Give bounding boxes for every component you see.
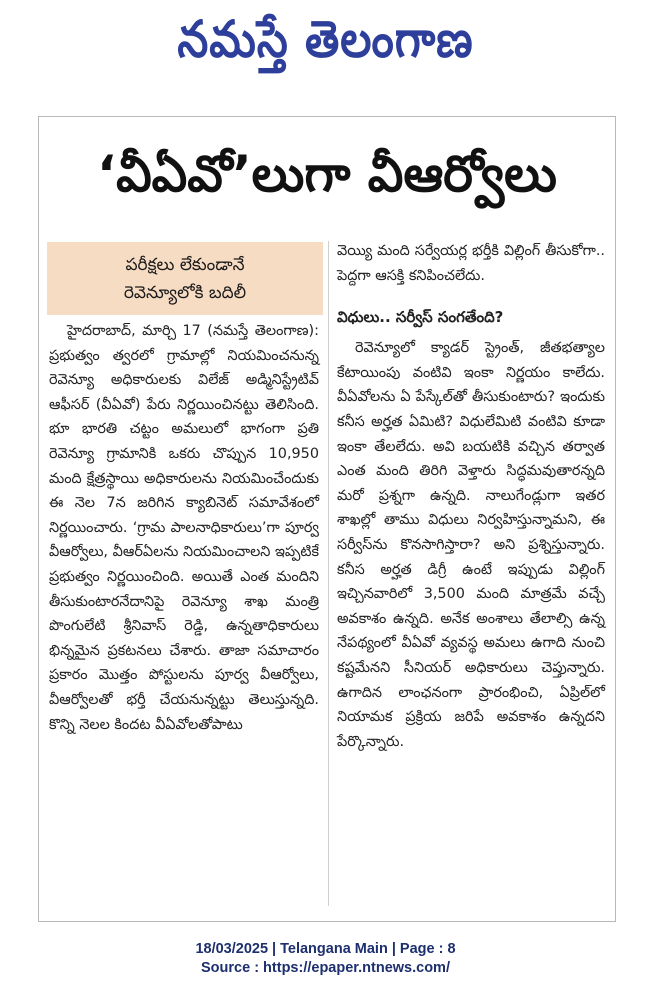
kicker-line-2: రెవెన్యూలోకి బదిలీ — [123, 282, 247, 303]
article-clipping — [38, 116, 616, 922]
article-subhead: విధులు.. సర్వీస్ సంగతేంది? — [337, 308, 504, 327]
kicker-line-1: పరీక్షలు లేకుండానే — [125, 254, 245, 275]
article-right-column — [337, 239, 605, 754]
page-footer — [0, 940, 651, 978]
column-divider — [328, 241, 329, 906]
newspaper-masthead — [0, 0, 651, 92]
article-headline: ‘వీఏవో’లుగా వీఆర్వోలు — [97, 145, 557, 203]
footer-source: Source : https://epaper.ntnews.com/ — [201, 960, 450, 976]
right-body-paragraph: రెవెన్యూలో క్యాడర్ స్ట్రెంత్, జీతభత్యాల కేటాయింపు వంటివి ఇంకా నిర్ణయం కాలేదు. వీఏవోలను ఏ పేస్కేల్‌తో తీసుకుంటారు? ఇందుకు కనీస అర్హత ఏమిటి? విధులేమిటి వంటివి కూడా ఇంకా తేలలేదు. అవి బయటికి వచ్చిన తర్వాత ఎంత మంది తిరిగి వెళ్తారు సిద్ధమవుతారన్నది మరో ప్రశ్నగా ఉన్నది. నాలుగేండ్లుగా ఇతర శాఖల్లో తాము విధులు నిర్వహిస్తున్నామని, ఈ సర్వీస్‌ను కొనసాగిస్తారా? అని ప్రశ్నిస్తున్నారు. కనీస అర్హత డిగ్రీ ఉంటే ఇప్పుడు విల్లింగ్ ఇచ్చినవారిలో 3,500 మంది మాత్రమే వచ్చే అవకాశం ఉన్నది. అనేక అంశాలు తేలాల్సి ఉన్న నేపథ్యంలో వీఏవో వ్యవస్థ అమలు ఉగాది నుంచి కష్టమేనని సీనియర్ అధికారులు చెప్తున్నారు. ఉగాదిన లాంఛనంగా ప్రారంభించి, ఏప్రిల్‌లో నియామక ప్రక్రియ జరిపే అవకాశం ఉన్నదని పేర్కొన్నారు. — [337, 340, 605, 750]
footer-edition-info: 18/03/2025 | Telangana Main | Page : 8 — [195, 941, 456, 957]
right-intro-paragraph: వెయ్యి మంది సర్వేయర్ల భర్తీకి విల్లింగ్ తీసుకోగా.. పెద్దగా ఆసక్తి కనిపించలేదు. — [337, 243, 605, 284]
masthead-title: నమస్తే తెలంగాణ — [177, 10, 474, 69]
article-kicker-box — [47, 242, 323, 315]
left-column-paragraph: హైదరాబాద్, మార్చి 17 (నమస్తే తెలంగాణ): ప్రభుత్వం త్వరలో గ్రామాల్లో నియమించనున్న రెవెన్యూ అధికారులకు విలేజ్ అడ్మినిస్ట్రేటివ్ ఆఫీసర్ (వీఏవో) పేరు నిర్ణయించినట్టు తెలిసింది. భూ భారతి చట్టం అమలులో భాగంగా ప్రతి రెవెన్యూ గ్రామానికి ఒకరు చొప్పున 10,950 మంది క్షేత్రస్థాయి అధికారులను నియమించేందుకు ఈ నెల 7న జరిగిన క్యాబినెట్ సమావేశంలో నిర్ణయించారు. ‘గ్రామ పాలనాధికారులు’గా పూర్వ వీఆర్వోలు, వీఆర్ఏలను నియమించాలని ఇప్పటికే ప్రభుత్వం నిర్ణయించింది. అయితే ఎంత మందిని తీసుకుంటారనేదానిపై రెవెన్యూ శాఖ మంత్రి పొంగులేటి శ్రీనివాస్ రెడ్డి, ఉన్నతాధికారులు భిన్నమైన ప్రకటనలు చేశారు. తాజా సమాచారం ప్రకారం మొత్తం పోస్టులను పూర్వ వీఆర్వోలు, వీఆర్వోలతో భర్తీ చేయనున్నట్టు తెలుస్తున్నది. కొన్ని నెలల కిందట వీఏవోలతోపాటు — [49, 323, 319, 733]
article-left-column — [49, 319, 319, 737]
